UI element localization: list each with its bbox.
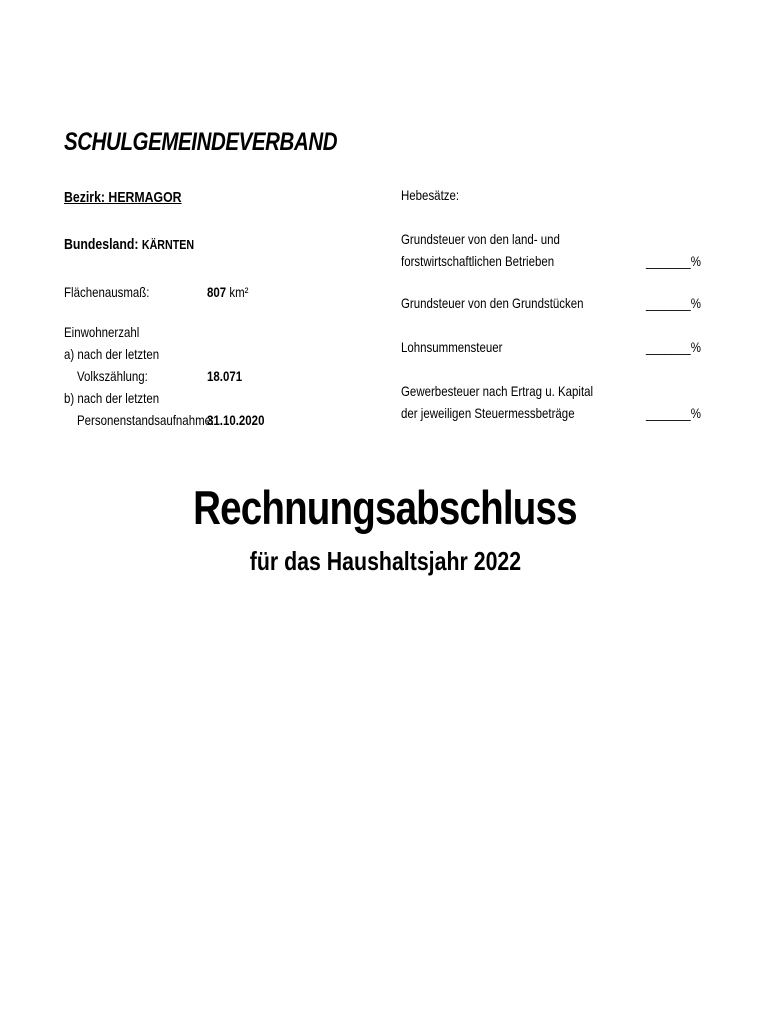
trade-tax-percent: _______% (646, 405, 701, 421)
district-label: Bezirk: HERMAGOR (64, 189, 182, 206)
property-tax-agri-percent: _______% (646, 253, 701, 269)
population-census-value: 18.071 (207, 368, 243, 384)
area-unit: km² (229, 284, 249, 300)
population-b-line1: b) nach der letzten (64, 390, 160, 406)
property-tax-land-label: Grundsteuer von den Grundstücken (401, 295, 584, 311)
subtitle-wrap (0, 546, 770, 577)
population-registration-date: 31.10.2020 (207, 412, 265, 428)
trade-tax-line1: Gewerbesteuer nach Ertrag u. Kapital (401, 383, 594, 399)
state-value: KÄRNTEN (141, 237, 195, 252)
state-label: Bundesland: (64, 236, 139, 253)
population-a-line1: a) nach der letzten (64, 346, 160, 362)
population-a-line2: Volkszählung: (77, 368, 148, 384)
state-line (64, 236, 194, 253)
tax-rates-heading: Hebesätze: (401, 187, 460, 203)
property-tax-agri-line1: Grundsteuer von den land- und (401, 231, 560, 247)
property-tax-land-percent: _______% (646, 295, 701, 311)
payroll-tax-percent: _______% (646, 339, 701, 355)
population-b-line2: Personenstandsaufnahme: (77, 412, 215, 428)
area-value: 807 (207, 284, 227, 300)
area-value-line (207, 284, 248, 300)
trade-tax-line2: der jeweiligen Steuermessbeträge (401, 405, 575, 421)
property-tax-agri-line2: forstwirtschaftlichen Betrieben (401, 253, 555, 269)
main-title-wrap (0, 480, 770, 535)
main-title: Rechnungsabschluss (193, 481, 577, 534)
fiscal-year-subtitle: für das Haushaltsjahr 2022 (249, 546, 521, 576)
payroll-tax-label: Lohnsummensteuer (401, 339, 503, 355)
population-heading: Einwohnerzahl (64, 324, 140, 340)
organization-title: SCHULGEMEINDEVERBAND (64, 128, 338, 156)
area-label: Flächenausmaß: (64, 284, 150, 300)
